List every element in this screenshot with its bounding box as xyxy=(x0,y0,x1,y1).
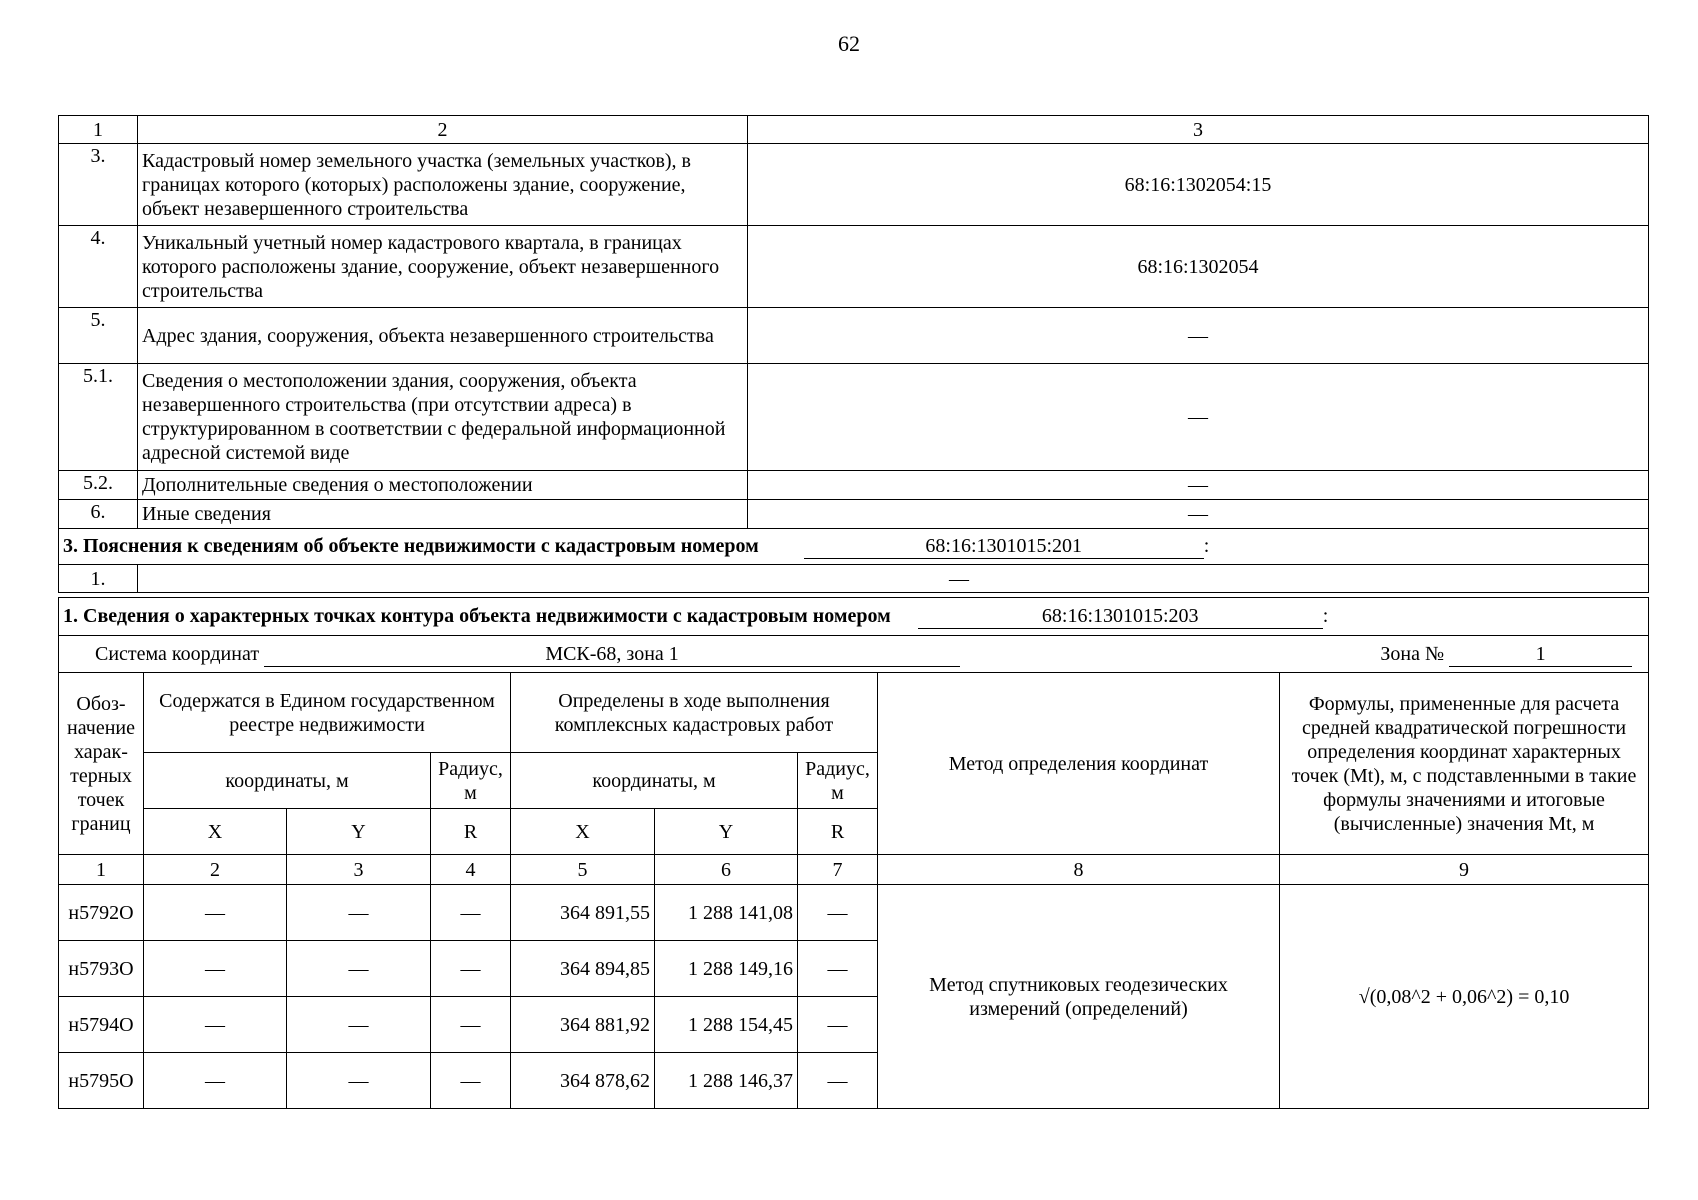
row-description: Адрес здания, сооружения, объекта незавершенного строительства xyxy=(138,308,748,364)
egrn-x-value: — xyxy=(144,885,287,941)
egrn-x-value: — xyxy=(144,997,287,1053)
row-value: — xyxy=(748,471,1649,500)
column-number: 1 xyxy=(59,855,144,885)
formula-header: Формулы, примененные для расчета средней квадратической погрешности определения координат характерных точек (Mt), м, с подставленными в такие формулы значениями и итоговые (вычисленные) значения Mt, м xyxy=(1280,673,1649,855)
object-info-table xyxy=(58,115,1649,593)
column-number: 4 xyxy=(431,855,511,885)
zone-value: 1 xyxy=(1449,642,1632,667)
row-value: 68:16:1302054 xyxy=(748,226,1649,308)
col-header: 1 xyxy=(59,116,138,144)
egrn-x-header: X xyxy=(144,809,287,855)
row-number: 4. xyxy=(59,226,138,308)
kkr-y-value: 1 288 149,16 xyxy=(655,941,798,997)
row-value: — xyxy=(138,565,1649,593)
row-number: 1. xyxy=(59,565,138,593)
egrn-r-value: — xyxy=(431,997,511,1053)
kkr-x-value: 364 881,92 xyxy=(511,997,655,1053)
egrn-y-value: — xyxy=(287,1053,431,1109)
kkr-r-value: — xyxy=(798,997,878,1053)
egrn-y-header: Y xyxy=(287,809,431,855)
egrn-header: Содержатся в Едином государственном реестре недвижимости xyxy=(144,673,511,753)
point-id: н5793О xyxy=(59,941,144,997)
row-value: 68:16:1302054:15 xyxy=(748,144,1649,226)
table-header-row xyxy=(59,116,1649,144)
kkr-y-header: Y xyxy=(655,809,798,855)
page-number: 62 xyxy=(838,31,860,56)
coordinate-system-label: Система координат xyxy=(95,642,260,665)
point-row xyxy=(59,885,1649,941)
kkr-r-header: R xyxy=(798,809,878,855)
table-row xyxy=(59,471,1649,500)
points-cadastral-number: 68:16:1301015:203 xyxy=(918,604,1323,629)
zone-label: Зона № xyxy=(1380,643,1445,665)
section-3-colon: : xyxy=(1203,535,1210,557)
egrn-r-value: — xyxy=(431,1053,511,1109)
coordinate-system-row xyxy=(59,636,1649,673)
kkr-x-value: 364 891,55 xyxy=(511,885,655,941)
kkr-r-value: — xyxy=(798,885,878,941)
egrn-y-value: — xyxy=(287,941,431,997)
row-value: — xyxy=(748,308,1649,364)
kkr-x-value: 364 878,62 xyxy=(511,1053,655,1109)
table-row xyxy=(59,226,1649,308)
method-header: Метод определения координат xyxy=(878,673,1280,855)
point-id: н5792О xyxy=(59,885,144,941)
egrn-x-value: — xyxy=(144,941,287,997)
point-id: н5795О xyxy=(59,1053,144,1109)
row-description: Иные сведения xyxy=(138,500,748,529)
egrn-r-value: — xyxy=(431,941,511,997)
kkr-y-value: 1 288 146,37 xyxy=(655,1053,798,1109)
row-value: — xyxy=(748,500,1649,529)
points-title: 1. Сведения о характерных точках контура объекта недвижимости с кадастровым номером xyxy=(63,605,891,627)
egrn-coords-header: координаты, м xyxy=(144,753,431,809)
kkr-header: Определены в ходе выполнения комплексных кадастровых работ xyxy=(511,673,878,753)
zone-group xyxy=(1380,642,1632,667)
table-row xyxy=(59,364,1649,471)
row-description: Кадастровый номер земельного участка (земельных участков), в границах которого (которых) расположены здание, сооружение, объект незавершенного строительства xyxy=(138,144,748,226)
points-colon: : xyxy=(1322,605,1329,627)
coordinate-system-value: МСК-68, зона 1 xyxy=(264,642,960,667)
column-number: 6 xyxy=(655,855,798,885)
kkr-r-value: — xyxy=(798,941,878,997)
column-number: 7 xyxy=(798,855,878,885)
row-number: 5.1. xyxy=(59,364,138,471)
egrn-r-value: — xyxy=(431,885,511,941)
row-number: 5. xyxy=(59,308,138,364)
column-number: 3 xyxy=(287,855,431,885)
row-value: — xyxy=(748,364,1649,471)
points-title-row xyxy=(59,598,1649,636)
egrn-radius-header: Радиус, м xyxy=(431,753,511,809)
kkr-x-header: X xyxy=(511,809,655,855)
kkr-r-value: — xyxy=(798,1053,878,1109)
row-description: Сведения о местоположении здания, сооружения, объекта незавершенного строительства (при отсутствии адреса) в структурированном в соответствии с федеральной информационной адресной системой виде xyxy=(138,364,748,471)
egrn-r-header: R xyxy=(431,809,511,855)
table-row xyxy=(59,565,1649,593)
column-number: 9 xyxy=(1280,855,1649,885)
points-title-cell xyxy=(59,598,1649,636)
row-description: Уникальный учетный номер кадастрового квартала, в границах которого расположены здание, сооружение, объект незавершенного строительства xyxy=(138,226,748,308)
coordinate-system-cell xyxy=(59,636,1649,673)
section-3-cell xyxy=(59,529,1649,565)
kkr-x-value: 364 894,85 xyxy=(511,941,655,997)
column-number: 2 xyxy=(144,855,287,885)
column-number: 5 xyxy=(511,855,655,885)
section-3-title: 3. Пояснения к сведениям об объекте недвижимости с кадастровым номером xyxy=(63,535,759,557)
col-header: 3 xyxy=(748,116,1649,144)
column-numbers-row xyxy=(59,855,1649,885)
egrn-y-value: — xyxy=(287,997,431,1053)
table-row xyxy=(59,500,1649,529)
row-number: 5.2. xyxy=(59,471,138,500)
row-number: 3. xyxy=(59,144,138,226)
table-row xyxy=(59,144,1649,226)
egrn-x-value: — xyxy=(144,1053,287,1109)
formula-value: √(0,08^2 + 0,06^2) = 0,10 xyxy=(1280,885,1649,1109)
kkr-y-value: 1 288 141,08 xyxy=(655,885,798,941)
col-header: 2 xyxy=(138,116,748,144)
section-3-cadastral-number: 68:16:1301015:201 xyxy=(804,534,1204,559)
header-row-1 xyxy=(59,673,1649,753)
row-description: Дополнительные сведения о местоположении xyxy=(138,471,748,500)
egrn-y-value: — xyxy=(287,885,431,941)
kkr-y-value: 1 288 154,45 xyxy=(655,997,798,1053)
designation-header: Обоз-начение харак-терных точек границ xyxy=(59,673,144,855)
column-number: 8 xyxy=(878,855,1280,885)
kkr-coords-header: координаты, м xyxy=(511,753,798,809)
characteristic-points-table xyxy=(58,597,1649,1109)
section-3-header xyxy=(59,529,1649,565)
kkr-radius-header: Радиус, м xyxy=(798,753,878,809)
row-number: 6. xyxy=(59,500,138,529)
point-id: н5794О xyxy=(59,997,144,1053)
method-value: Метод спутниковых геодезических измерений (определений) xyxy=(878,885,1280,1109)
table-row xyxy=(59,308,1649,364)
